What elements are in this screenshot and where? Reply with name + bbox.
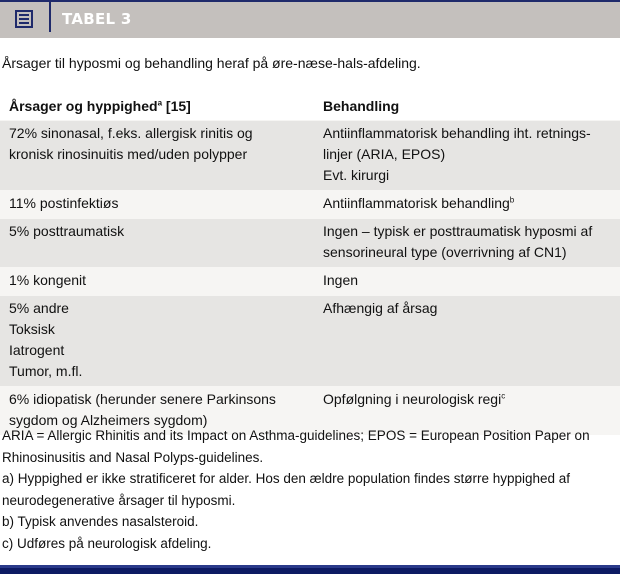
cause-cell <box>0 219 307 268</box>
cause-cell <box>0 191 307 219</box>
bottom-rule <box>0 568 620 574</box>
treatment-line <box>323 270 614 291</box>
column-header-label: Årsager og hyppighed <box>9 98 158 114</box>
cause-cell <box>0 121 307 191</box>
treatment-cell <box>307 268 620 296</box>
data-table <box>0 92 620 435</box>
table-row <box>0 191 620 219</box>
cause-line: kronisk rinosinuitis med/uden polypper <box>9 146 248 162</box>
column-header-causes <box>0 92 307 121</box>
table-row <box>0 296 620 387</box>
treatment-cell <box>307 296 620 387</box>
cause-line: sygdom og Alzheimers sygdom) <box>9 412 208 428</box>
treatment-text: sensorineural type (overrivning af CN1) <box>323 244 567 260</box>
treatment-cell <box>307 219 620 268</box>
table-label: TABEL 3 <box>62 10 132 28</box>
cause-line: 5% posttraumatisk <box>9 223 125 239</box>
cause-line: 11% postinfektiøs <box>9 195 119 211</box>
header-divider <box>49 2 51 32</box>
footnote-line: c) Udføres på neurologisk afdeling. <box>2 535 212 551</box>
cause-line: Toksisk <box>9 321 55 337</box>
treatment-line <box>323 298 614 319</box>
header-row <box>0 92 620 121</box>
treatment-cell <box>307 191 620 219</box>
treatment-text: Ingen <box>323 272 359 288</box>
treatment-cell <box>307 121 620 191</box>
treatment-text: Antiinflammatorisk behandling iht. retnings- <box>323 125 591 141</box>
table-icon <box>15 10 33 28</box>
treatment-line <box>323 144 614 165</box>
treatment-text: Opfølgning i neurologisk regi <box>323 391 502 407</box>
treatment-line <box>323 123 614 144</box>
table-row <box>0 219 620 268</box>
cause-cell <box>0 268 307 296</box>
column-header-treatment: Behandling <box>307 92 620 121</box>
table-caption: Årsager til hyposmi og behandling heraf på øre-næse-hals-afdeling. <box>2 55 421 71</box>
table-row <box>0 121 620 191</box>
treatment-text: Afhængig af årsag <box>323 300 438 316</box>
footnote-line: Rhinosinusitis and Nasal Polyps-guidelines. <box>2 449 264 465</box>
table-header-bar <box>0 2 620 38</box>
treatment-line <box>323 221 614 242</box>
treatment-line <box>323 242 614 263</box>
footnote-line: ARIA = Allergic Rhinitis and its Impact on Asthma-guidelines; EPOS = European Position Paper on <box>2 428 590 443</box>
reference: [15] <box>162 98 191 114</box>
cause-line: 72% sinonasal, f.eks. allergisk rinitis og <box>9 125 253 141</box>
footnote-line: neurodegenerative årsager til hyposmi. <box>2 492 236 508</box>
treatment-line <box>323 193 614 214</box>
cause-line: 5% andre <box>9 300 69 316</box>
treatment-text: Evt. kirurgi <box>323 167 390 183</box>
treatment-line <box>323 165 614 186</box>
table-row <box>0 268 620 296</box>
footnote-marker: a <box>157 98 163 108</box>
treatment-text: Ingen – typisk er posttraumatisk hyposmi af <box>323 223 593 239</box>
footnote-marker: c <box>501 391 506 401</box>
cause-line: Tumor, m.fl. <box>9 363 83 379</box>
footnote-line: b) Typisk anvendes nasalsteroid. <box>2 514 199 529</box>
treatment-line <box>323 389 614 410</box>
treatment-text: linjer (ARIA, EPOS) <box>323 146 446 162</box>
cause-line: 1% kongenit <box>9 272 87 288</box>
cause-cell <box>0 296 307 387</box>
footnote-line: a) Hyppighed er ikke stratificeret for alder. Hos den ældre population findes større hyppighed af <box>2 471 571 486</box>
cause-line: 6% idiopatisk (herunder senere Parkinsons <box>9 391 276 407</box>
footnotes <box>2 425 618 554</box>
treatment-text: Antiinflammatorisk behandling <box>323 195 510 211</box>
cause-line: Iatrogent <box>9 342 65 358</box>
footnote-marker: b <box>509 195 515 205</box>
